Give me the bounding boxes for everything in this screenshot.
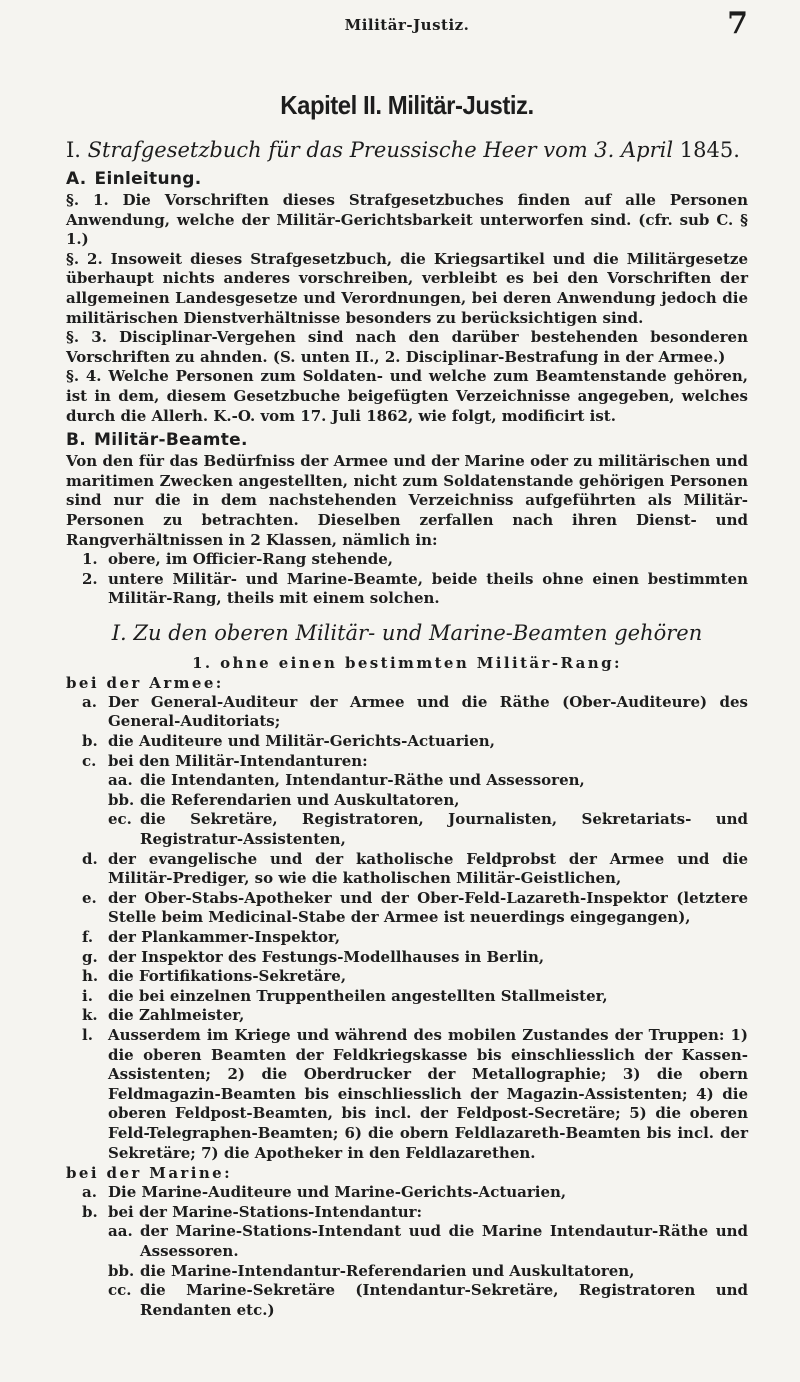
page-number: 7 [727,6,748,41]
list-item [66,850,748,889]
list-marker: bb. [108,790,135,809]
list-item-text: die Fortifikations-Sekretäre, [108,967,347,986]
paragraph: §. 3. Disciplinar-Vergehen sind nach den darüber bestehenden besonderen Vorschriften zu ahnden. (S. unten II., 2. Disciplinar-Bestrafung in der Armee.) [66,328,748,366]
list-item [66,948,748,968]
sub-list [108,771,748,849]
list-marker: 2. [82,569,98,588]
list-item-text: die Zahlmeister, [108,1006,245,1025]
army-label: bei der Armee: [66,673,224,692]
list-item-text: der Plankammer-Inspektor, [108,928,341,946]
classes-list [66,550,748,609]
part-number: I. [66,138,81,162]
list-item-text: die Intendanten, Intendantur-Räthe und Assessoren, [140,771,585,790]
list-item [66,752,748,850]
list-marker: ec. [108,810,132,829]
list-item [108,1222,748,1261]
list-item-text: die Auditeure und Militär-Gerichts-Actuarien, [108,732,495,751]
list-item [108,791,748,811]
list-item [108,1262,748,1282]
section-letter: A. [66,169,87,189]
list-item-text: bei der Marine-Stations-Intendantur: [108,1202,423,1221]
list-item [66,693,748,732]
list-marker: c. [82,751,97,770]
list-item [66,570,748,609]
list-item-text: bei den Militär-Intendanturen: [108,751,368,770]
list-marker: k. [82,1006,98,1025]
list-item [66,987,748,1007]
paragraph: §. 1. Die Vorschriften dieses Strafgesetzbuches finden auf alle Personen Anwendung, welche der Militär-Gerichtsbarkeit unterworfen sind. (cfr. sub C. § 1.) [66,191,748,249]
subsection-title: I. Zu den oberen Militär- und Marine-Beamten gehören [111,620,703,645]
list-marker: b. [82,732,98,751]
list-item-text: obere, im Officier-Rang stehende, [108,550,393,569]
list-item-text: Ausserdem im Kriege und während des mobilen Zustandes der Truppen: 1) die oberen Beamten der Feldkriegskasse bis einschliesslich der Kassen-Assistenten; 2) die Oberdrucker der Metallographie; 3) die obern Feldmagazin-Beamten bis einschliesslich der Magazin-Assistenten; 4) die oberen Feldpost-Beamten, bis incl. der Feldpost-Secretäre; 5) die oberen Feld-Telegraphen-Beamten; 6) die obern Feldlazareth-Beamten bis incl. der Sekretäre; 7) die Apotheker in den Feldlazarethen. [108,1025,748,1162]
list-item [66,1203,748,1321]
list-item [66,928,748,948]
navy-label: bei der Marine: [66,1164,233,1183]
part-title [66,135,748,165]
chapter-title: Kapitel II. Militär-Justiz. [280,90,534,120]
list-item-text: der evangelische und der katholische Feldprobst der Armee und die Militär-Prediger, so wie die katholischen Militär-Geistlichen, [108,849,748,888]
section-b-intro: Von den für das Bedürfniss der Armee und der Marine oder zu militärischen und maritimen Zwecken angestellten, nicht zum Soldatenstande gehörigen Personen sind nur die in dem nachstehenden Verzeichniss aufgeführten als Militär-Personen zu betrachten. Dieselben zerfallen nach ihren Dienst- und Rangverhältnissen in 2 Klassen, nämlich in: [66,452,748,549]
list-item [108,771,748,791]
part-title-text: Strafgesetzbuch für das Preussische Heer vom 3. April [87,138,674,162]
list-marker: g. [82,947,98,966]
list-item [66,889,748,928]
list-item [66,1006,748,1026]
list-item [66,732,748,752]
list-marker: a. [82,1183,97,1202]
list-item-text: die bei einzelnen Truppentheilen angestellten Stallmeister, [108,986,608,1005]
section-a-paragraphs [66,191,748,426]
list-item-text: Die Marine-Auditeure und Marine-Gerichts-Actuarien, [108,1183,567,1202]
sub-list [108,1222,748,1320]
paragraph: §. 2. Insoweit dieses Strafgesetzbuch, die Kriegsartikel und die Militärgesetze überhaupt nichts anderes vorschreiben, verbleibt es bei den Vorschriften der allgemeinen Landesgesetze und Verordnungen, bei deren Anwendung jedoch die militärischen Dienstverhältnisse besonders zu berücksichtigen sind. [66,249,748,327]
section-title: Einleitung. [94,169,202,189]
list-item-text: die Marine-Sekretäre (Intendantur-Sekretäre, Registratoren und Rendanten etc.) [140,1281,748,1319]
list-item-text: die Sekretäre, Registratoren, Journalisten, Sekretariats- und Registratur-Assistenten, [140,810,748,849]
section-letter: B. [66,430,87,451]
list-marker: l. [82,1025,93,1044]
list-marker: f. [82,928,94,946]
list-item-text: der Ober-Stabs-Apotheker und der Ober-Feld-Lazareth-Inspektor (letztere Stelle beim Medicinal-Stabe der Armee ist neuerdings eingegangen), [108,888,748,927]
part-year: 1845. [679,138,740,162]
list-marker: d. [82,849,98,868]
rank-heading: 1. ohne einen bestimmten Militär-Rang: [192,653,622,672]
list-item [66,967,748,987]
section-heading-b [66,428,748,452]
list-marker: 1. [82,550,98,569]
list-marker: e. [82,888,97,907]
list-item [66,1026,748,1163]
navy-list [66,1183,748,1320]
list-item-text: die Referendarien und Auskultatoren, [140,790,460,809]
running-title: Militär-Justiz. [344,16,470,34]
army-list [66,693,748,1163]
list-marker: cc. [108,1281,132,1300]
paragraph: §. 4. Welche Personen zum Soldaten- und welche zum Beamtenstande gehören, ist in dem, diesem Gesetzbuche beigefügten Verzeichnisse angegeben, welches durch die Allerh. K.-O. vom 17. Juli 1862, wie folgt, modificirt ist. [66,367,748,425]
list-marker: aa. [108,771,133,790]
list-item [66,1183,748,1203]
list-item [108,810,748,849]
list-marker: h. [82,967,99,986]
running-header [66,0,748,60]
list-item-text: untere Militär- und Marine-Beamte, beide theils ohne einen bestimmten Militär-Rang, theils mit einem solchen. [108,569,748,608]
list-marker: a. [82,692,97,711]
list-item [108,1281,748,1320]
list-marker: b. [82,1202,98,1221]
list-item-text: die Marine-Intendantur-Referendarien und Auskultatoren, [140,1261,635,1280]
list-item-text: Der General-Auditeur der Armee und die Räthe (Ober-Auditeure) des General-Auditoriats; [108,692,748,731]
list-marker: i. [82,986,93,1005]
list-item [66,550,748,570]
section-heading-a [66,167,748,191]
list-item-text: der Marine-Stations-Intendant uud die Marine Intendautur-Räthe und Assessoren. [140,1222,748,1260]
list-marker: bb. [108,1261,135,1280]
section-title: Militär-Beamte. [94,430,248,451]
list-item-text: der Inspektor des Festungs-Modellhauses in Berlin, [108,947,545,966]
list-marker: aa. [108,1222,133,1241]
